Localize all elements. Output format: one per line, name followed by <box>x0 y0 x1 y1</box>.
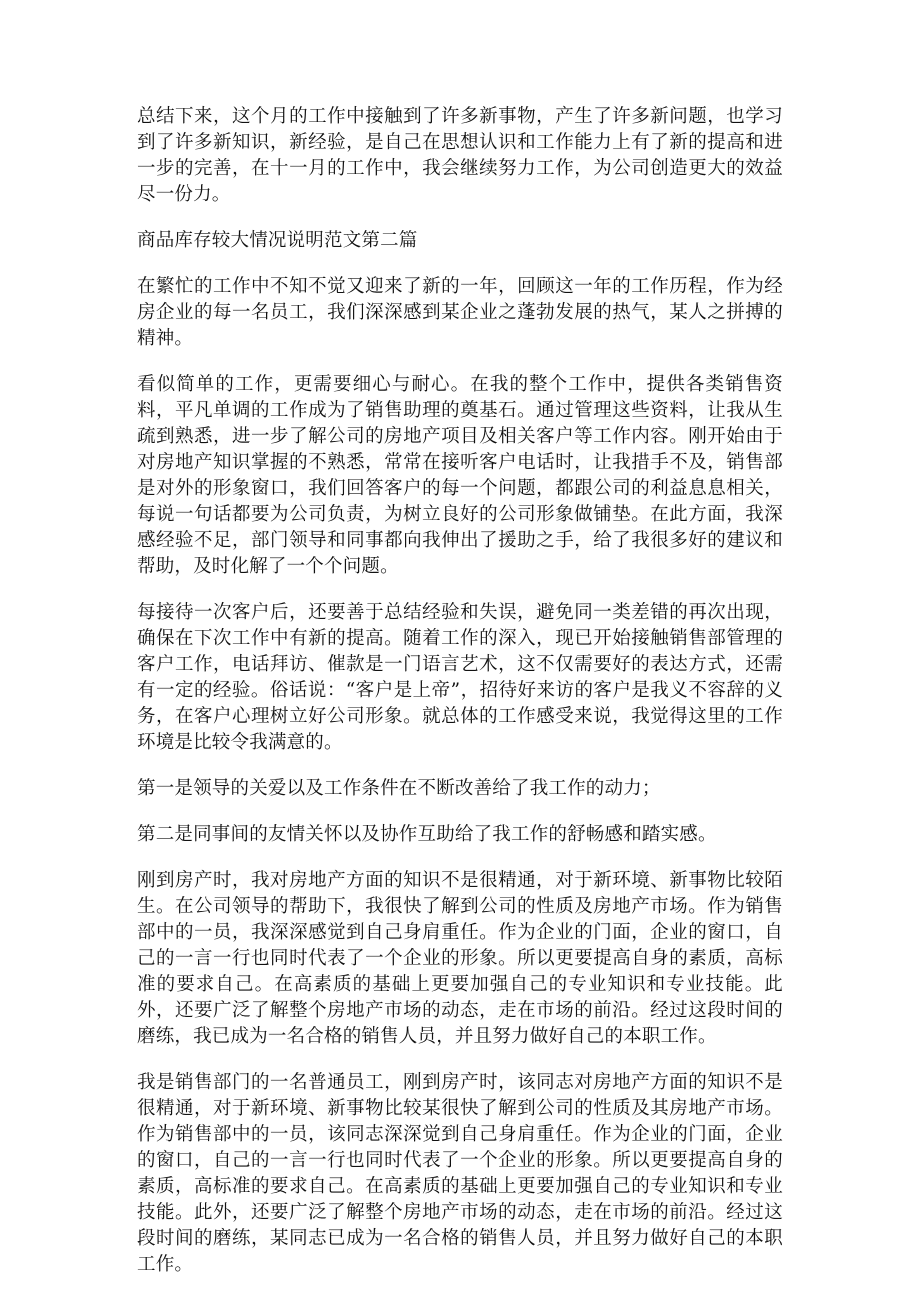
paragraph-employee-review: 我是销售部门的一名普通员工，刚到房产时，该同志对房地产方面的知识不是很精通，对于新环境、新事物比较某很快了解到公司的性质及其房地产市场。作为销售部中的一员，该同志深深觉到自己身肩重任。作为企业的门面，企业的窗口，自己的一言一行也同时代表了一个企业的形象。所以更要提高自身的素质，高标准的要求自己。在高素质的基础上更要加强自己的专业知识和专业技能。此外，还要广泛了解整个房地产市场的动态，走在市场的前沿。经过这段时间的磨练，某同志已成为一名合格的销售人员，并且努力做好自己的本职工作。 <box>137 1072 783 1275</box>
section-heading: 商品库存较大情况说明范文第二篇 <box>137 230 418 251</box>
document-body <box>137 104 783 1298</box>
paragraph-work-detail: 看似简单的工作，更需要细心与耐心。在我的整个工作中，提供各类销售资料，平凡单调的工作成为了销售助理的奠基石。通过管理这些资料，让我从生疏到熟悉，进一步了解公司的房地产项目及相关客户等工作内容。刚开始由于对房地产知识掌握的不熟悉，常常在接听客户电话时，让我措手不及，销售部是对外的形象窗口，我们回答客户的每一个问题，都跟公司的利益息息相关，每说一句话都要为公司负责，为树立良好的公司形象做铺垫。在此方面，我深感经验不足，部门领导和同事都向我伸出了援助之手，给了我很多好的建议和帮助，及时化解了一个个问题。 <box>137 374 783 577</box>
paragraph-client-experience: 每接待一次客户后，还要善于总结经验和失误，避免同一类差错的再次出现，确保在下次工作中有新的提高。随着工作的深入，现已开始接触销售部管理的客户工作，电话拜访、催款是一门语言艺术，这不仅需要好的表达方式，还需有一定的经验。俗话说：“客户是上帝”，招待好来访的客户是我义不容辞的义务，在客户心理树立好公司形象。就总体的工作感受来说，我觉得这里的工作环境是比较令我满意的。 <box>137 602 783 753</box>
paragraph-intro: 在繁忙的工作中不知不觉又迎来了新的一年，回顾这一年的工作历程，作为经房企业的每一名员工，我们深深感到某企业之蓬勃发展的热气，某人之拼搏的精神。 <box>137 276 783 349</box>
paragraph-point-two: 第二是同事间的友情关怀以及协作互助给了我工作的舒畅感和踏实感。 <box>137 824 717 845</box>
paragraph-summary: 总结下来，这个月的工作中接触到了许多新事物，产生了许多新问题，也学习到了许多新知识，新经验，是自己在思想认识和工作能力上有了新的提高和进一步的完善，在十一月的工作中，我会继续努力工作，为公司创造更大的效益尽一份力。 <box>137 106 783 205</box>
paragraph-new-role: 刚到房产时，我对房地产方面的知识不是很精通，对于新环境、新事物比较陌生。在公司领导的帮助下，我很快了解到公司的性质及房地产市场。作为销售部中的一员，我深深感觉到自己身肩重任。作为企业的门面，企业的窗口，自己的一言一行也同时代表了一个企业的形象。所以更要提高自身的素质，高标准的要求自己。在高素质的基础上更要加强自己的专业知识和专业技能。此外，还要广泛了解整个房地产市场的动态，走在市场的前沿。经过这段时间的磨练，我已成为一名合格的销售人员，并且努力做好自己的本职工作。 <box>137 870 783 1047</box>
paragraph-point-one: 第一是领导的关爱以及工作条件在不断改善给了我工作的动力； <box>137 778 661 799</box>
